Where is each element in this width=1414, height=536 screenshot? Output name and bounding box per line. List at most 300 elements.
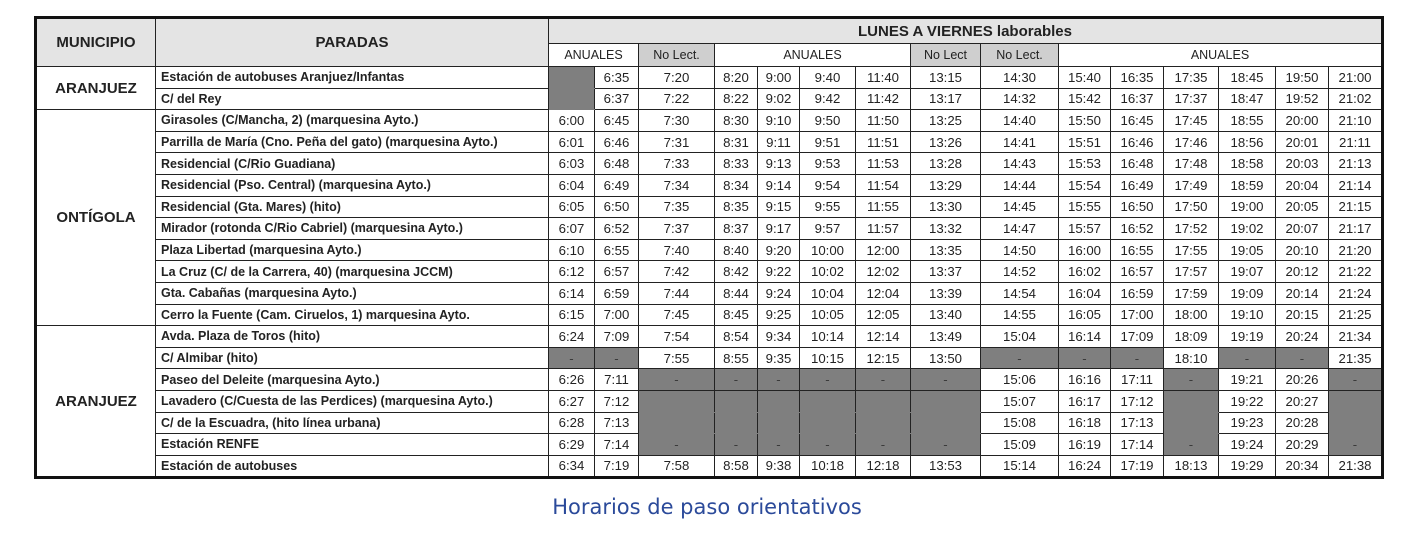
- time-cell: 9:54: [800, 174, 856, 196]
- time-cell: 6:07: [549, 218, 595, 240]
- time-cell: 9:55: [800, 196, 856, 218]
- time-cell: 20:12: [1276, 261, 1329, 283]
- table-row: [36, 326, 1383, 348]
- header-group: ANUALES: [549, 44, 639, 67]
- time-cell: 13:17: [911, 88, 981, 110]
- time-cell: 21:34: [1329, 326, 1383, 348]
- time-cell: [1164, 412, 1219, 434]
- time-cell: 14:52: [981, 261, 1059, 283]
- time-cell: 19:23: [1219, 412, 1276, 434]
- time-cell: 15:40: [1059, 67, 1111, 89]
- time-cell: 20:15: [1276, 304, 1329, 326]
- timetable: [34, 16, 1384, 479]
- time-cell: 15:53: [1059, 153, 1111, 175]
- time-cell: 13:53: [911, 455, 981, 478]
- time-cell: 6:05: [549, 196, 595, 218]
- time-cell: -: [1219, 347, 1276, 369]
- time-cell: 20:10: [1276, 239, 1329, 261]
- stop-name: Estación de autobuses: [156, 455, 549, 478]
- time-cell: 17:35: [1164, 67, 1219, 89]
- time-cell: 6:57: [595, 261, 639, 283]
- time-cell: 8:40: [715, 239, 758, 261]
- time-cell: 16:17: [1059, 390, 1111, 412]
- time-cell: 12:05: [856, 304, 911, 326]
- time-cell: 13:40: [911, 304, 981, 326]
- time-cell: 10:15: [800, 347, 856, 369]
- time-cell: 18:10: [1164, 347, 1219, 369]
- time-cell: 21:22: [1329, 261, 1383, 283]
- time-cell: 17:13: [1111, 412, 1164, 434]
- stop-name: Gta. Cabañas (marquesina Ayto.): [156, 282, 549, 304]
- stop-name: Girasoles (C/Mancha, 2) (marquesina Ayto.): [156, 110, 549, 132]
- time-cell: [715, 412, 758, 434]
- time-cell: 7:42: [639, 261, 715, 283]
- time-cell: 7:33: [639, 153, 715, 175]
- time-cell: 14:41: [981, 131, 1059, 153]
- time-cell: 7:09: [595, 326, 639, 348]
- header-paradas: PARADAS: [156, 18, 549, 67]
- time-cell: 9:34: [758, 326, 800, 348]
- time-cell: 12:14: [856, 326, 911, 348]
- time-cell: 16:57: [1111, 261, 1164, 283]
- time-cell: 6:15: [549, 304, 595, 326]
- time-cell: -: [800, 369, 856, 391]
- time-cell: -: [1059, 347, 1111, 369]
- time-cell: -: [1329, 434, 1383, 456]
- time-cell: 14:43: [981, 153, 1059, 175]
- time-cell: 10:14: [800, 326, 856, 348]
- stop-name: Paseo del Deleite (marquesina Ayto.): [156, 369, 549, 391]
- time-cell: 6:48: [595, 153, 639, 175]
- time-cell: 13:25: [911, 110, 981, 132]
- time-cell: 20:26: [1276, 369, 1329, 391]
- time-cell: [1329, 390, 1383, 412]
- header-schedule-title: LUNES A VIERNES laborables: [549, 18, 1383, 44]
- time-cell: 9:17: [758, 218, 800, 240]
- time-cell: [549, 88, 595, 110]
- time-cell: 20:00: [1276, 110, 1329, 132]
- time-cell: 15:51: [1059, 131, 1111, 153]
- time-cell: 6:03: [549, 153, 595, 175]
- time-cell: 9:35: [758, 347, 800, 369]
- time-cell: 20:14: [1276, 282, 1329, 304]
- time-cell: 8:58: [715, 455, 758, 478]
- time-cell: 6:28: [549, 412, 595, 434]
- time-cell: 6:00: [549, 110, 595, 132]
- time-cell: 8:20: [715, 67, 758, 89]
- time-cell: 20:04: [1276, 174, 1329, 196]
- time-cell: 6:37: [595, 88, 639, 110]
- time-cell: 19:02: [1219, 218, 1276, 240]
- time-cell: 19:52: [1276, 88, 1329, 110]
- time-cell: 19:19: [1219, 326, 1276, 348]
- time-cell: 15:42: [1059, 88, 1111, 110]
- time-cell: 15:55: [1059, 196, 1111, 218]
- time-cell: 17:49: [1164, 174, 1219, 196]
- time-cell: 21:25: [1329, 304, 1383, 326]
- time-cell: 11:53: [856, 153, 911, 175]
- time-cell: 17:12: [1111, 390, 1164, 412]
- time-cell: 21:15: [1329, 196, 1383, 218]
- time-cell: 16:50: [1111, 196, 1164, 218]
- time-cell: 13:29: [911, 174, 981, 196]
- time-cell: 6:46: [595, 131, 639, 153]
- time-cell: 10:00: [800, 239, 856, 261]
- time-cell: 17:45: [1164, 110, 1219, 132]
- time-cell: 13:49: [911, 326, 981, 348]
- time-cell: 18:55: [1219, 110, 1276, 132]
- time-cell: 14:55: [981, 304, 1059, 326]
- time-cell: 20:28: [1276, 412, 1329, 434]
- table-row: [36, 455, 1383, 478]
- time-cell: -: [856, 369, 911, 391]
- time-cell: 12:00: [856, 239, 911, 261]
- time-cell: 6:34: [549, 455, 595, 478]
- time-cell: 8:37: [715, 218, 758, 240]
- time-cell: 7:30: [639, 110, 715, 132]
- time-cell: [911, 390, 981, 412]
- time-cell: 7:20: [639, 67, 715, 89]
- time-cell: [856, 390, 911, 412]
- time-cell: 17:48: [1164, 153, 1219, 175]
- time-cell: 6:59: [595, 282, 639, 304]
- time-cell: 9:00: [758, 67, 800, 89]
- time-cell: 6:45: [595, 110, 639, 132]
- time-cell: 14:50: [981, 239, 1059, 261]
- header-group: ANUALES: [715, 44, 911, 67]
- time-cell: 19:21: [1219, 369, 1276, 391]
- stop-name: Estación de autobuses Aranjuez/Infantas: [156, 67, 549, 89]
- time-cell: -: [758, 369, 800, 391]
- time-cell: 16:46: [1111, 131, 1164, 153]
- time-cell: 12:18: [856, 455, 911, 478]
- time-cell: 20:05: [1276, 196, 1329, 218]
- time-cell: 7:11: [595, 369, 639, 391]
- time-cell: 18:58: [1219, 153, 1276, 175]
- time-cell: 14:40: [981, 110, 1059, 132]
- time-cell: 8:35: [715, 196, 758, 218]
- time-cell: 11:51: [856, 131, 911, 153]
- time-cell: 7:37: [639, 218, 715, 240]
- table-row: [36, 369, 1383, 391]
- header-municipio: MUNICIPIO: [36, 18, 156, 67]
- time-cell: 7:19: [595, 455, 639, 478]
- time-cell: 6:35: [595, 67, 639, 89]
- table-row: [36, 390, 1383, 412]
- time-cell: 10:02: [800, 261, 856, 283]
- time-cell: 7:58: [639, 455, 715, 478]
- time-cell: 14:45: [981, 196, 1059, 218]
- time-cell: 7:40: [639, 239, 715, 261]
- time-cell: 13:35: [911, 239, 981, 261]
- time-cell: 6:10: [549, 239, 595, 261]
- stop-name: Plaza Libertad (marquesina Ayto.): [156, 239, 549, 261]
- time-cell: 20:24: [1276, 326, 1329, 348]
- time-cell: 6:14: [549, 282, 595, 304]
- time-cell: 9:38: [758, 455, 800, 478]
- table-row: [36, 347, 1383, 369]
- time-cell: 6:52: [595, 218, 639, 240]
- time-cell: 15:14: [981, 455, 1059, 478]
- time-cell: 6:27: [549, 390, 595, 412]
- time-cell: 9:51: [800, 131, 856, 153]
- time-cell: 21:38: [1329, 455, 1383, 478]
- time-cell: -: [639, 434, 715, 456]
- time-cell: 11:55: [856, 196, 911, 218]
- time-cell: 7:00: [595, 304, 639, 326]
- time-cell: 9:25: [758, 304, 800, 326]
- time-cell: 13:28: [911, 153, 981, 175]
- time-cell: 8:55: [715, 347, 758, 369]
- municipio-cell: ARANJUEZ: [36, 326, 156, 478]
- time-cell: [549, 67, 595, 89]
- time-cell: 7:14: [595, 434, 639, 456]
- time-cell: [911, 412, 981, 434]
- time-cell: 8:45: [715, 304, 758, 326]
- time-cell: [639, 412, 715, 434]
- table-row: [36, 218, 1383, 240]
- time-cell: 7:34: [639, 174, 715, 196]
- time-cell: 17:46: [1164, 131, 1219, 153]
- time-cell: 17:14: [1111, 434, 1164, 456]
- time-cell: 15:08: [981, 412, 1059, 434]
- time-cell: 21:17: [1329, 218, 1383, 240]
- time-cell: 20:07: [1276, 218, 1329, 240]
- time-cell: 17:37: [1164, 88, 1219, 110]
- time-cell: 10:04: [800, 282, 856, 304]
- table-row: [36, 239, 1383, 261]
- time-cell: 20:27: [1276, 390, 1329, 412]
- time-cell: 17:50: [1164, 196, 1219, 218]
- time-cell: 16:14: [1059, 326, 1111, 348]
- header-group: No Lect: [911, 44, 981, 67]
- time-cell: 21:20: [1329, 239, 1383, 261]
- time-cell: 10:05: [800, 304, 856, 326]
- time-cell: 16:59: [1111, 282, 1164, 304]
- time-cell: 8:22: [715, 88, 758, 110]
- time-cell: 16:35: [1111, 67, 1164, 89]
- time-cell: [1329, 412, 1383, 434]
- time-cell: 17:52: [1164, 218, 1219, 240]
- time-cell: -: [1164, 369, 1219, 391]
- time-cell: 18:09: [1164, 326, 1219, 348]
- stop-name: Lavadero (C/Cuesta de las Perdices) (marquesina Ayto.): [156, 390, 549, 412]
- time-cell: 9:20: [758, 239, 800, 261]
- time-cell: 6:24: [549, 326, 595, 348]
- time-cell: 11:50: [856, 110, 911, 132]
- time-cell: 16:02: [1059, 261, 1111, 283]
- time-cell: 13:26: [911, 131, 981, 153]
- time-cell: -: [981, 347, 1059, 369]
- stop-name: Cerro la Fuente (Cam. Ciruelos, 1) marquesina Ayto.: [156, 304, 549, 326]
- time-cell: 9:40: [800, 67, 856, 89]
- time-cell: 16:55: [1111, 239, 1164, 261]
- time-cell: 15:07: [981, 390, 1059, 412]
- time-cell: 15:57: [1059, 218, 1111, 240]
- time-cell: 7:44: [639, 282, 715, 304]
- time-cell: 9:13: [758, 153, 800, 175]
- time-cell: [758, 390, 800, 412]
- time-cell: 15:54: [1059, 174, 1111, 196]
- time-cell: 9:11: [758, 131, 800, 153]
- time-cell: [1164, 390, 1219, 412]
- time-cell: 16:52: [1111, 218, 1164, 240]
- time-cell: 16:45: [1111, 110, 1164, 132]
- table-row: [36, 110, 1383, 132]
- time-cell: 10:18: [800, 455, 856, 478]
- time-cell: -: [911, 369, 981, 391]
- time-cell: [639, 390, 715, 412]
- table-row: [36, 131, 1383, 153]
- time-cell: 18:59: [1219, 174, 1276, 196]
- time-cell: 9:50: [800, 110, 856, 132]
- time-cell: 13:37: [911, 261, 981, 283]
- time-cell: 8:30: [715, 110, 758, 132]
- time-cell: 9:10: [758, 110, 800, 132]
- time-cell: -: [1111, 347, 1164, 369]
- time-cell: -: [1164, 434, 1219, 456]
- time-cell: 11:57: [856, 218, 911, 240]
- time-cell: 8:54: [715, 326, 758, 348]
- time-cell: -: [639, 369, 715, 391]
- time-cell: [800, 412, 856, 434]
- time-cell: 14:32: [981, 88, 1059, 110]
- time-cell: 21:00: [1329, 67, 1383, 89]
- time-cell: -: [800, 434, 856, 456]
- time-cell: 9:53: [800, 153, 856, 175]
- time-cell: 14:54: [981, 282, 1059, 304]
- time-cell: 13:15: [911, 67, 981, 89]
- time-cell: 11:42: [856, 88, 911, 110]
- time-cell: -: [856, 434, 911, 456]
- time-cell: 16:05: [1059, 304, 1111, 326]
- time-cell: 8:44: [715, 282, 758, 304]
- time-cell: 13:32: [911, 218, 981, 240]
- stop-name: La Cruz (C/ de la Carrera, 40) (marquesina JCCM): [156, 261, 549, 283]
- table-row: [36, 304, 1383, 326]
- time-cell: 19:05: [1219, 239, 1276, 261]
- time-cell: 6:50: [595, 196, 639, 218]
- table-row: [36, 412, 1383, 434]
- time-cell: 11:54: [856, 174, 911, 196]
- time-cell: 21:10: [1329, 110, 1383, 132]
- time-cell: 8:31: [715, 131, 758, 153]
- time-cell: 14:30: [981, 67, 1059, 89]
- time-cell: 7:35: [639, 196, 715, 218]
- stop-name: Mirador (rotonda C/Rio Cabriel) (marquesina Ayto.): [156, 218, 549, 240]
- time-cell: -: [1276, 347, 1329, 369]
- time-cell: 7:45: [639, 304, 715, 326]
- table-row: [36, 88, 1383, 110]
- time-cell: 7:31: [639, 131, 715, 153]
- time-cell: 12:15: [856, 347, 911, 369]
- time-cell: 14:44: [981, 174, 1059, 196]
- time-cell: 7:22: [639, 88, 715, 110]
- time-cell: [715, 390, 758, 412]
- time-cell: 17:57: [1164, 261, 1219, 283]
- table-row: [36, 282, 1383, 304]
- time-cell: 17:11: [1111, 369, 1164, 391]
- time-cell: 21:24: [1329, 282, 1383, 304]
- municipio-cell: ARANJUEZ: [36, 67, 156, 110]
- time-cell: 21:13: [1329, 153, 1383, 175]
- time-cell: 9:57: [800, 218, 856, 240]
- time-cell: -: [1329, 369, 1383, 391]
- table-row: [36, 153, 1383, 175]
- time-cell: 9:02: [758, 88, 800, 110]
- time-cell: [758, 412, 800, 434]
- time-cell: 19:10: [1219, 304, 1276, 326]
- time-cell: -: [595, 347, 639, 369]
- time-cell: 18:47: [1219, 88, 1276, 110]
- time-cell: 21:11: [1329, 131, 1383, 153]
- table-row: [36, 434, 1383, 456]
- time-cell: -: [715, 434, 758, 456]
- stop-name: Estación RENFE: [156, 434, 549, 456]
- time-cell: 7:55: [639, 347, 715, 369]
- header-group: No Lect.: [639, 44, 715, 67]
- time-cell: [856, 412, 911, 434]
- time-cell: 15:04: [981, 326, 1059, 348]
- caption: Horarios de paso orientativos: [552, 495, 862, 519]
- time-cell: 9:24: [758, 282, 800, 304]
- stop-name: C/ del Rey: [156, 88, 549, 110]
- time-cell: 18:56: [1219, 131, 1276, 153]
- time-cell: 16:19: [1059, 434, 1111, 456]
- time-cell: 19:29: [1219, 455, 1276, 478]
- stop-name: C/ Almibar (hito): [156, 347, 549, 369]
- time-cell: 18:45: [1219, 67, 1276, 89]
- time-cell: 6:55: [595, 239, 639, 261]
- time-cell: 6:26: [549, 369, 595, 391]
- time-cell: 16:49: [1111, 174, 1164, 196]
- time-cell: 19:50: [1276, 67, 1329, 89]
- time-cell: 16:04: [1059, 282, 1111, 304]
- time-cell: 14:47: [981, 218, 1059, 240]
- time-cell: 17:19: [1111, 455, 1164, 478]
- time-cell: 12:04: [856, 282, 911, 304]
- time-cell: 13:39: [911, 282, 981, 304]
- stop-name: Parrilla de María (Cno. Peña del gato) (marquesina Ayto.): [156, 131, 549, 153]
- time-cell: 7:13: [595, 412, 639, 434]
- header-group: ANUALES: [1059, 44, 1383, 67]
- time-cell: 6:12: [549, 261, 595, 283]
- time-cell: 6:04: [549, 174, 595, 196]
- time-cell: 16:37: [1111, 88, 1164, 110]
- table-row: [36, 174, 1383, 196]
- time-cell: [800, 390, 856, 412]
- time-cell: 19:22: [1219, 390, 1276, 412]
- time-cell: 6:49: [595, 174, 639, 196]
- time-cell: 15:09: [981, 434, 1059, 456]
- time-cell: 17:00: [1111, 304, 1164, 326]
- time-cell: 16:18: [1059, 412, 1111, 434]
- time-cell: 6:01: [549, 131, 595, 153]
- time-cell: 15:06: [981, 369, 1059, 391]
- time-cell: -: [911, 434, 981, 456]
- time-cell: 16:00: [1059, 239, 1111, 261]
- time-cell: 8:34: [715, 174, 758, 196]
- time-cell: 17:09: [1111, 326, 1164, 348]
- time-cell: 17:55: [1164, 239, 1219, 261]
- time-cell: 19:09: [1219, 282, 1276, 304]
- time-cell: 16:16: [1059, 369, 1111, 391]
- stop-name: Residencial (C/Rio Guadiana): [156, 153, 549, 175]
- stop-name: C/ de la Escuadra, (hito línea urbana): [156, 412, 549, 434]
- time-cell: 9:14: [758, 174, 800, 196]
- time-cell: 13:30: [911, 196, 981, 218]
- time-cell: 12:02: [856, 261, 911, 283]
